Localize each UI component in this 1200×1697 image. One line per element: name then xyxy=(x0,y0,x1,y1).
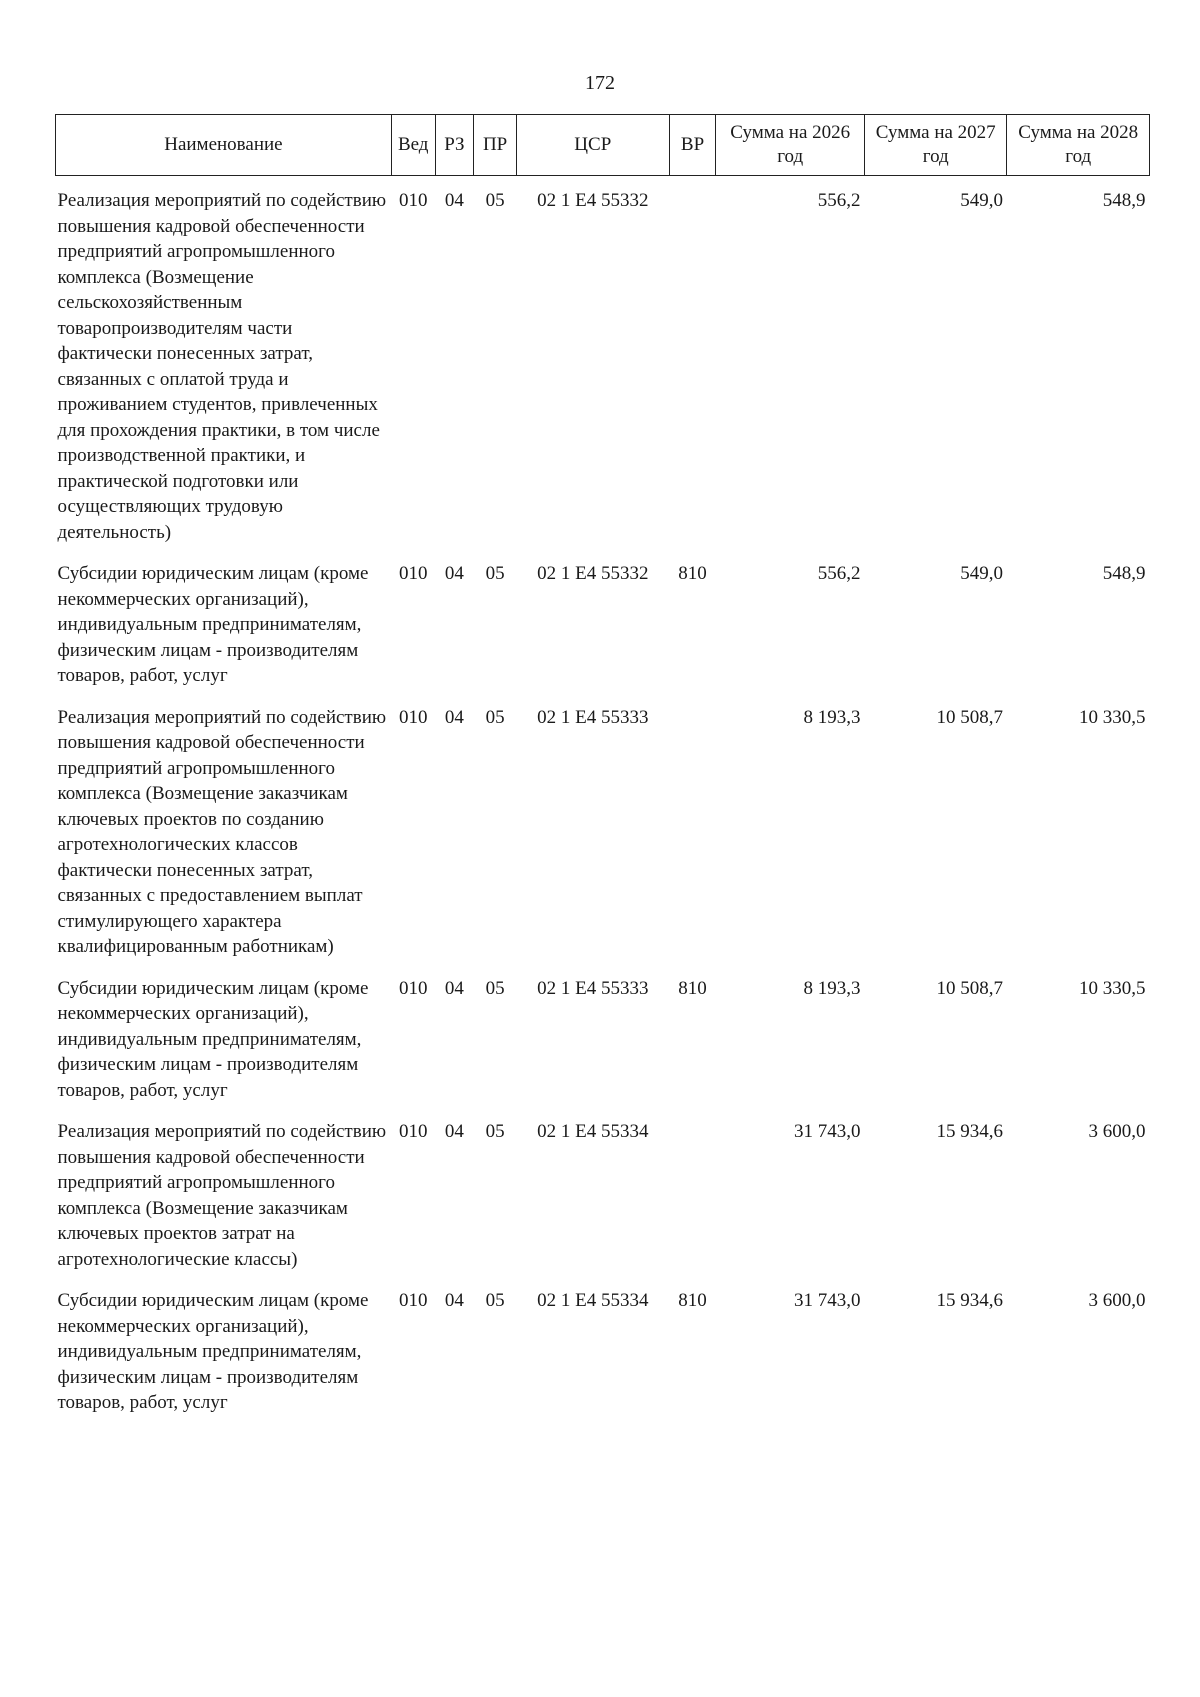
header-ved: Вед xyxy=(391,115,435,176)
row-vr xyxy=(669,176,716,550)
row-csr: 02 1 E4 55334 xyxy=(537,1290,649,1311)
header-name: Наименование xyxy=(56,115,392,176)
row-sum-2027: 15 934,6 xyxy=(936,1290,1003,1311)
row-name: Реализация мероприятий по содействию повышения кадровой обеспеченности предприятий агропромышленного комплекса (Возмещение заказчикам ключевых проектов по созданию агротехнологических классов фактически понесенных затрат, связанных с предоставлением выплат стимулирующего характера квалифицированным работникам) xyxy=(57,706,387,957)
header-vr: ВР xyxy=(669,115,716,176)
table-row xyxy=(56,549,1150,693)
table-row xyxy=(56,1107,1150,1276)
row-ved: 010 xyxy=(398,563,428,584)
row-sum-2026: 8 193,3 xyxy=(803,977,861,999)
row-ved: 010 xyxy=(398,1121,428,1142)
table-row xyxy=(56,693,1150,964)
row-name: Субсидии юридическим лицам (кроме некоммерческих организаций), индивидуальным предпринимателям, физическим лицам - производителям товаров, работ, услуг xyxy=(57,563,369,686)
header-pr: ПР xyxy=(474,115,517,176)
row-vr xyxy=(669,693,716,964)
row-sum-2027: 549,0 xyxy=(960,190,1003,211)
row-rz: 04 xyxy=(444,190,464,211)
row-vr: 810 xyxy=(678,563,707,584)
budget-table xyxy=(55,114,1150,1420)
row-rz: 04 xyxy=(444,563,464,584)
page-number: 172 xyxy=(585,72,615,94)
header-sum-2027: Сумма на 2027 год xyxy=(865,115,1007,176)
row-vr: 810 xyxy=(678,977,707,999)
row-pr: 05 xyxy=(485,563,505,584)
row-ved: 010 xyxy=(398,1290,428,1311)
row-pr: 05 xyxy=(485,190,505,211)
row-name: Субсидии юридическим лицам (кроме некоммерческих организаций), индивидуальным предпринимателям, физическим лицам - производителям товаров, работ, услуг xyxy=(57,1290,369,1413)
row-csr: 02 1 E4 55332 xyxy=(537,190,649,211)
table-row xyxy=(56,176,1150,550)
row-pr: 05 xyxy=(485,1121,505,1142)
row-name: Реализация мероприятий по содействию повышения кадровой обеспеченности предприятий агропромышленного комплекса (Возмещение заказчикам ключевых проектов затрат на агротехнологические классы) xyxy=(57,1121,387,1270)
table-row xyxy=(56,964,1150,1108)
row-sum-2026: 31 743,0 xyxy=(794,1121,861,1142)
row-sum-2028: 548,9 xyxy=(1102,190,1146,211)
row-sum-2026: 556,2 xyxy=(817,190,861,211)
row-name: Субсидии юридическим лицам (кроме некоммерческих организаций), индивидуальным предпринимателям, физическим лицам - производителям товаров, работ, услуг xyxy=(57,977,369,1101)
row-ved: 010 xyxy=(398,190,428,211)
row-ved: 010 xyxy=(398,977,428,999)
row-sum-2028: 3 600,0 xyxy=(1088,1290,1146,1311)
table-header xyxy=(56,115,1150,176)
row-sum-2026: 8 193,3 xyxy=(803,706,861,728)
row-pr: 05 xyxy=(485,706,505,728)
table-row xyxy=(56,1276,1150,1420)
row-rz: 04 xyxy=(444,1121,464,1142)
row-ved: 010 xyxy=(398,706,428,728)
row-csr: 02 1 E4 55332 xyxy=(537,563,649,584)
row-sum-2028: 10 330,5 xyxy=(1079,706,1146,728)
row-pr: 05 xyxy=(485,1290,505,1311)
row-csr: 02 1 E4 55333 xyxy=(537,977,649,999)
row-pr: 05 xyxy=(485,977,505,999)
row-rz: 04 xyxy=(444,977,464,999)
header-row xyxy=(56,115,1150,176)
row-sum-2026: 556,2 xyxy=(817,563,861,584)
header-rz: РЗ xyxy=(435,115,474,176)
row-sum-2028: 10 330,5 xyxy=(1079,977,1146,999)
row-sum-2028: 3 600,0 xyxy=(1088,1121,1146,1142)
row-sum-2026: 31 743,0 xyxy=(794,1290,861,1311)
row-vr xyxy=(669,1107,716,1276)
row-rz: 04 xyxy=(444,1290,464,1311)
row-name: Реализация мероприятий по содействию повышения кадровой обеспеченности предприятий агропромышленного комплекса (Возмещение сельскохозяйственным товаропроизводителям части фактически понесенных затрат, связанных с оплатой труда и проживанием студентов, привлеченных для прохождения практики, в том числе производственной практики, и практической подготовки или осуществляющих трудовую деятельность) xyxy=(57,190,387,543)
row-sum-2027: 10 508,7 xyxy=(936,706,1003,728)
row-csr: 02 1 E4 55333 xyxy=(537,706,649,728)
row-sum-2027: 549,0 xyxy=(960,563,1003,584)
row-rz: 04 xyxy=(444,706,464,728)
row-sum-2027: 15 934,6 xyxy=(936,1121,1003,1142)
header-sum-2026: Сумма на 2026 год xyxy=(716,115,865,176)
header-csr: ЦСР xyxy=(516,115,669,176)
header-sum-2028: Сумма на 2028 год xyxy=(1007,115,1150,176)
row-sum-2027: 10 508,7 xyxy=(936,977,1003,999)
row-csr: 02 1 E4 55334 xyxy=(537,1121,649,1142)
row-vr: 810 xyxy=(678,1290,707,1311)
row-sum-2028: 548,9 xyxy=(1102,563,1146,584)
table-body xyxy=(56,176,1150,1420)
